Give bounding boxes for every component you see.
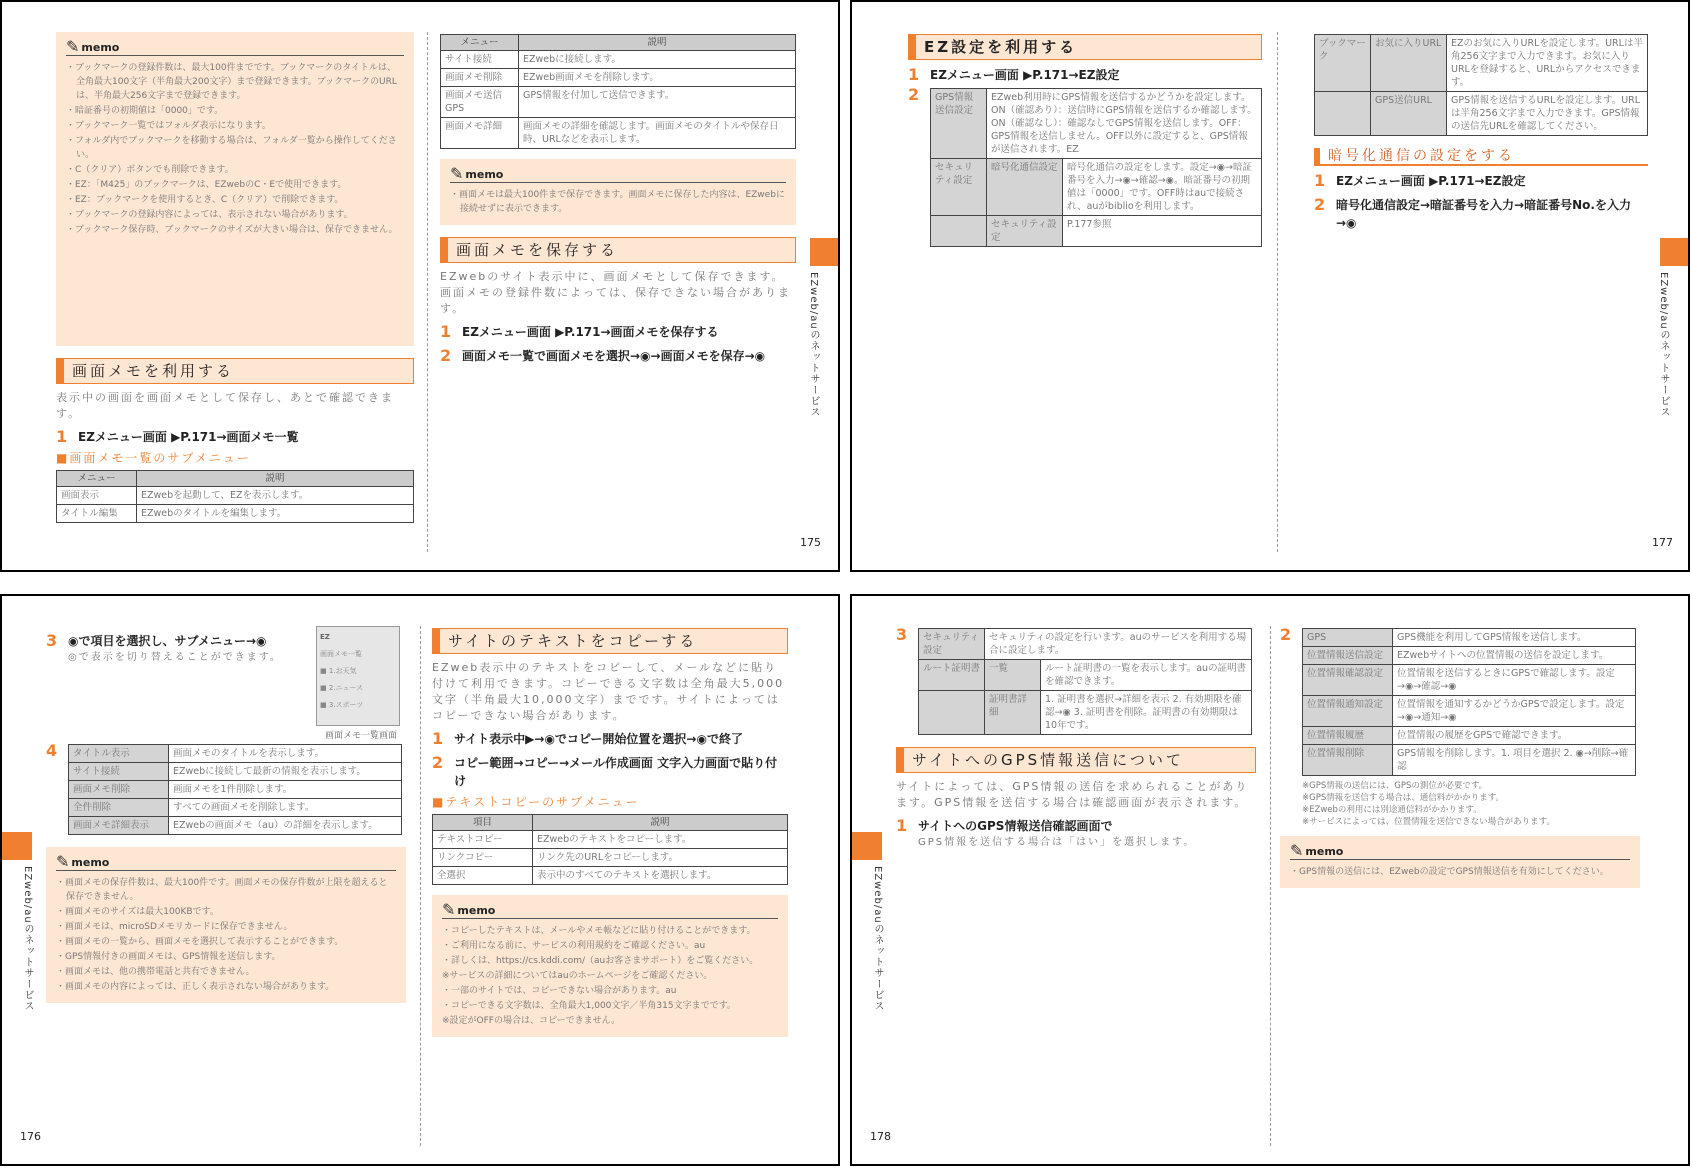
table-cell-label: タイトル編集 [57, 505, 137, 523]
table-cell-desc: EZwebの画面メモ（au）の詳細を表示します。 [169, 817, 402, 835]
table-cell-desc: ルート証明書の一覧を表示します。auの証明書を確認できます。 [1041, 660, 1252, 691]
p176-step3-sub: ◎で表示を切り替えることができます。 [68, 652, 282, 663]
footnote: ※サービスによっては、位置情報を送信できない場合があります。 [1302, 817, 1555, 827]
p175-subhead: ■画面メモ一覧のサブメニュー [56, 451, 251, 465]
chapter-tab [852, 832, 882, 860]
memo-item: ・コピーできる文字数は、全角最大1,000文字／半角315文字までです。 [442, 1001, 736, 1011]
table-row [441, 69, 796, 87]
table-row [1303, 665, 1636, 696]
pen-icon: ✎ [66, 37, 80, 56]
phone-screen-line: ■ 1.お天気 [320, 667, 357, 675]
p177-left-column [908, 34, 1262, 247]
table-row [1315, 92, 1648, 136]
table-row [433, 867, 788, 885]
table-row [1303, 727, 1636, 745]
memo-header: ✎ memo [56, 853, 396, 871]
phone-caption: 画面メモ一覧画面 [324, 731, 397, 741]
memo-item: ・画面メモは最大100件まで保存できます。画面メモに保存した内容は、EZwebに接続せずに表示できます。 [450, 190, 785, 214]
table-cell-label: 画面メモ送信GPS [441, 87, 519, 118]
table-cell-label: GPS情報送信設定 [931, 89, 987, 159]
table-header: 説明 [519, 35, 796, 51]
p177-settings-table [930, 88, 1262, 247]
table-cell-sublabel: セキュリティ設定 [987, 216, 1063, 247]
memo-item: ・フォルダ内でブックマークを移動する場合は、フォルダ一覧から操作してください。 [66, 136, 397, 160]
table-cell-desc: EZweb画面メモを削除します。 [519, 69, 796, 87]
p178-left-column [896, 625, 1256, 851]
p176-copy-table [432, 814, 788, 885]
table-cell-desc: 1. 証明書を選択→詳細を表示 2. 有効期限を確認→◉ 3. 証明書を削除。証明書の有効期限は10年です。 [1041, 691, 1252, 735]
p175-memo-box [56, 32, 414, 346]
p178-page-number: 178 [870, 1130, 891, 1143]
table-row [69, 763, 402, 781]
p176-page-number: 176 [20, 1130, 41, 1143]
memo-item: ・ブックマークの登録内容によっては、表示されない場合があります。 [66, 210, 353, 220]
page-175 [0, 0, 840, 572]
table-cell-desc: GPS情報を付加して送信できます。 [519, 87, 796, 118]
memo-item: ・画面メモは、他の携帯電話と共有できません。 [56, 967, 255, 977]
column-divider [420, 626, 421, 1146]
memo-item: ・ブックマーク保存時、ブックマークのサイズが大きい場合は、保存できません。 [66, 225, 398, 235]
table-header: 説明 [533, 815, 788, 831]
table-row [919, 691, 1252, 735]
p176-memo-list [56, 876, 396, 994]
table-header: メニュー [441, 35, 519, 51]
table-cell-desc: EZwebを起動して、EZを表示します。 [137, 487, 414, 505]
phone-screen-line: ■ 3.スポーツ [320, 701, 364, 709]
memo-item: ・画面メモの一覧から、画面メモを選択して表示することができます。 [56, 937, 344, 947]
p177-right-column [1314, 34, 1648, 232]
p176-step4-table [68, 744, 402, 835]
table-row [441, 118, 796, 149]
memo-item: ・詳しくは、https://cs.kddi.com/（auお客さまサポート）をご覧ください。 [442, 956, 759, 966]
phone-screen-line: ■ 2.ニュース [320, 684, 364, 692]
p176-step3-block [46, 626, 406, 742]
table-header: 項目 [433, 815, 533, 831]
page-177 [850, 0, 1690, 572]
page-176 [0, 594, 840, 1166]
table-cell-label: 全件削除 [69, 799, 169, 817]
table-row [441, 51, 796, 69]
p178-vertical-label: EZweb/auのネットサービス [872, 866, 883, 1012]
p177-s2-step1: 1 EZメニュー画面 ▶P.171→EZ設定 [1314, 171, 1526, 190]
p176-memo2-box [432, 895, 788, 1037]
p177-step1: 1 EZメニュー画面 ▶P.171→EZ設定 [908, 65, 1120, 84]
table-row [433, 831, 788, 849]
table-cell-label: 画面メモ削除 [441, 69, 519, 87]
chapter-tab [1660, 238, 1690, 266]
table-cell-label: 位置情報確認設定 [1303, 665, 1393, 696]
p177-section1-title: EZ設定を利用する [908, 34, 1262, 60]
table-cell-sublabel: お気に入りURL [1371, 35, 1447, 92]
p175-table1 [56, 470, 414, 523]
memo-item: ・画面メモのサイズは最大100KBです。 [56, 907, 219, 917]
p175-s2-step1: 1 EZメニュー画面 ▶P.171→画面メモを保存する [440, 322, 719, 341]
p178-step2-block: 2 GPS GPS機能を利用してGPS情報を送信します。 位置情報送信設定 EZwebサイトへの位置情報の送信を設定します。 位置情報確認設定 位置情報を送信するときにGPSで確認します。設定→◉→確認→◉ 位置情報通知設定 位置情報を通知するかどうかGPSで設定します。設定→◉→通知→◉ 位置情報履歴 位置情報の履歴をGPSで確認できます。 位置情報削除 GPS情報を削除します。1. 項目を選択 2. ◉→削除→確認 [1280, 628, 1640, 776]
phone-screen-image: EZ 画面メモ一覧 ■ 1.お天気 ■ 2.ニュース ■ 3.スポーツ [316, 626, 400, 726]
table-cell-desc: リンク先のURLをコピーします。 [533, 849, 788, 867]
p175-memo1-list [66, 61, 404, 237]
p177-section2-title: 暗号化通信の設定をする [1314, 148, 1648, 166]
p175-left-column [56, 32, 414, 523]
table-row [919, 660, 1252, 691]
table-cell-label: セキュリティ設定 [931, 159, 987, 216]
table-cell-desc: EZwebに接続します。 [519, 51, 796, 69]
p178-memo-list [1290, 865, 1630, 879]
table-cell-label [931, 216, 987, 247]
table-row [69, 781, 402, 799]
table-cell-desc: 画面メモのタイトルを表示します。 [169, 745, 402, 763]
p176-memo-box [46, 847, 406, 1003]
p176-step1: 1 サイト表示中▶→◉でコピー開始位置を選択→◉で終了 [432, 729, 743, 748]
memo-item: ・画面メモの内容によっては、正しく表示されない場合があります。 [56, 982, 335, 992]
p177-page-number: 177 [1652, 536, 1673, 549]
p178-step3-block: 3 セキュリティ設定 セキュリティの設定を行います。auのサービスを利用する場合に設定します。 ルート証明書 一覧 ルート証明書の一覧を表示します。auの証明書を確認できます。 証明書詳細 1. 証明書を選択→詳細を表示 2. 有効期限を確認→◉ 3. 証明書を削除。証明書の有効期限は10年です。 [896, 628, 1256, 735]
p176-vertical-label: EZweb/auのネットサービス [22, 866, 33, 1012]
table-cell-label: 位置情報通知設定 [1303, 696, 1393, 727]
table-cell-label: 位置情報送信設定 [1303, 647, 1393, 665]
p175-right-column [440, 34, 796, 365]
p178-gps-table [1302, 628, 1636, 776]
table-cell-desc: EZwebのテキストをコピーします。 [533, 831, 788, 849]
p178-section-text: サイトによっては、GPS情報の送信を求められることがあります。GPS情報を送信する場合は確認画面が表示されます。 [896, 780, 1249, 809]
memo-item: ・暗証番号の初期値は「0000」です。 [66, 106, 224, 116]
table-row [931, 216, 1262, 247]
table-row [1303, 629, 1636, 647]
table-cell-sublabel: GPS送信URL [1371, 92, 1447, 136]
memo-item: ・GPS情報付きの画面メモは、GPS情報を送信します。 [56, 952, 281, 962]
table-row [69, 799, 402, 817]
phone-screen-line: 画面メモ一覧 [320, 650, 362, 658]
phone-screen-figure [316, 626, 406, 742]
table-cell-desc: EZweb利用時にGPS情報を送信するかどうかを設定します。ON（確認あり）：送信時にGPS情報を送信するか確認します。ON（確認なし）：確認なしでGPS情報を送信します。OFF：GPS情報を送信しません。OFF以外に設定すると、GPS情報が送信されます。EZ [987, 89, 1262, 159]
table-cell-label: 画面メモ詳細 [441, 118, 519, 149]
table-cell-desc: EZwebのタイトルを編集します。 [137, 505, 414, 523]
table-cell-label: サイト接続 [441, 51, 519, 69]
table-cell-desc: 位置情報の履歴をGPSで確認できます。 [1393, 727, 1636, 745]
table-cell-desc: EZのお気に入りURLを設定します。URLは半角256文字まで入力できます。お気に入りURLを登録すると、URLからアクセスできます。 [1447, 35, 1648, 92]
p177-s2-step2: 2 暗号化通信設定→暗証番号を入力→暗証番号No.を入力→◉ [1314, 195, 1631, 230]
memo-item: ・画面メモは、microSDメモリカードに保存できません。 [56, 922, 293, 932]
footnote: ※EZwebの利用には別途通信料がかかります。 [1302, 805, 1482, 815]
table-row [57, 487, 414, 505]
table-cell-sublabel: 暗号化通信設定 [987, 159, 1063, 216]
table-row [1303, 745, 1636, 776]
table-row [1303, 696, 1636, 727]
pen-icon: ✎ [56, 852, 70, 871]
table-cell-desc: 位置情報を通知するかどうかGPSで設定します。設定→◉→通知→◉ [1393, 696, 1636, 727]
memo-item: ・ブックマーク一覧ではフォルダ表示になります。 [66, 121, 271, 131]
p178-notes [1280, 780, 1640, 828]
p175-memo2-box [440, 159, 796, 225]
table-header: メニュー [57, 471, 137, 487]
p175-section2-text: EZwebのサイト表示中に、画面メモとして保存できます。画面メモの登録件数によっては、保存できない場合があります。 [440, 270, 791, 315]
table-cell-desc: 位置情報を送信するときにGPSで確認します。設定→◉→確認→◉ [1393, 665, 1636, 696]
table-row [1315, 35, 1648, 92]
table-row [433, 849, 788, 867]
chapter-tab [2, 832, 32, 860]
memo-item: ・ご利用になる前に、サービスの利用規約をご確認ください。au [442, 941, 706, 951]
memo-header: ✎ memo [1290, 842, 1630, 860]
p176-section-text: EZweb表示中のテキストをコピーして、メールなどに貼り付けて利用できます。コピーできる文字数は全角最大5,000文字（半角最大10,000文字）までです。サイトによってはコピーできない場合があります。 [432, 661, 785, 722]
column-divider [1270, 626, 1271, 1146]
table-cell-label: サイト接続 [69, 763, 169, 781]
table-cell-desc: 暗号化通信の設定をします。設定→◉→暗証番号を入力→◉→確認→◉。暗証番号の初期値は「0000」です。OFF時はauで接続され、auがbiblioを利用します。 [1063, 159, 1262, 216]
page-178 [850, 594, 1690, 1166]
table-row [69, 817, 402, 835]
p176-step2: 2 コピー範囲→コピー→メール作成画面 文字入力画面で貼り付け [432, 753, 778, 788]
table-cell-label [919, 691, 985, 735]
table-cell-label: 位置情報履歴 [1303, 727, 1393, 745]
table-cell-label: テキストコピー [433, 831, 533, 849]
memo-header: ✎ memo [442, 901, 778, 919]
table-cell-sublabel: 一覧 [985, 660, 1041, 691]
footnote: ※GPS情報を送信する場合は、通信料がかかります。 [1302, 793, 1505, 803]
table-cell-desc: P.177参照 [1063, 216, 1262, 247]
p175-page-number: 175 [800, 536, 821, 549]
table-cell-desc: すべての画面メモを削除します。 [169, 799, 402, 817]
memo-item: ・画面メモの保存件数は、最大100件です。画面メモの保存件数が上限を超えると保存できません。 [56, 878, 388, 902]
table-row [441, 87, 796, 118]
table-cell-label: 画面表示 [57, 487, 137, 505]
p176-step4-block: 4 タイトル表示 画面メモのタイトルを表示します。 サイト接続 EZwebに接続して最新の情報を表示します。 画面メモ削除 画面メモを1件削除します。 全件削除 すべての画面メモを削除します。 画面メモ詳細表示 EZwebの画面メモ（au）の詳細を表示します。 [46, 744, 406, 835]
table-row [931, 89, 1262, 159]
table-row [1303, 647, 1636, 665]
memo-item: ・EZ：ブックマークを使用するとき、C（クリア）で削除できます。 [66, 195, 344, 205]
memo-item: ・ブックマークの登録件数は、最大100件までです。ブックマークのタイトルは、全角最大100文字（半角最大200文字）まで登録できます。ブックマークのURLは、半角最大256文字まで登録できます。 [66, 63, 397, 101]
memo-item: ・一部のサイトでは、コピーできない場合があります。au [442, 986, 677, 996]
p176-subhead: ■テキストコピーのサブメニュー [432, 795, 640, 809]
table-cell-label: ブックマーク [1315, 35, 1371, 92]
p176-left-column [46, 626, 406, 1003]
table-cell-label: 画面メモ削除 [69, 781, 169, 799]
table-cell-sublabel: 証明書詳細 [985, 691, 1041, 735]
p178-step1-sub: GPS情報を送信する場合は「はい」を選択します。 [918, 837, 1196, 848]
memo-header: ✎ memo [450, 165, 786, 183]
table-row [931, 159, 1262, 216]
pen-icon: ✎ [450, 164, 464, 183]
column-divider [427, 32, 428, 552]
p175-vertical-label: EZweb/auのネットサービス [808, 272, 819, 418]
memo-header: ✎ memo [66, 38, 404, 56]
table-cell-desc: 画面メモを1件削除します。 [169, 781, 402, 799]
p175-section2-title: 画面メモを保存する [440, 237, 796, 263]
p178-step1: 1 サイトへのGPS情報送信確認画面で [896, 816, 1113, 835]
p178-memo-box [1280, 836, 1640, 888]
p175-memo2-list [450, 188, 786, 216]
p176-memo2-list [442, 924, 778, 1028]
p176-step3: 3 ◉で項目を選択し、サブメニュー→◉ [46, 631, 267, 650]
memo-item: ・EZ：「M425」のブックマークは、EZwebのC・Eで使用できます。 [66, 180, 347, 190]
memo-item: ・コピーしたテキストは、メールやメモ帳などに貼り付けることができます。 [442, 926, 756, 936]
p175-step1: 1 EZメニュー画面 ▶P.171→画面メモ一覧 [56, 427, 299, 446]
chapter-tab [810, 238, 840, 266]
table-cell-label: タイトル表示 [69, 745, 169, 763]
memo-item: ※サービスの詳細についてはauのホームページをご確認ください。 [442, 971, 713, 981]
table-cell-label: GPS [1303, 629, 1393, 647]
table-cell-label: リンクコピー [433, 849, 533, 867]
table-cell-desc: EZwebサイトへの位置情報の送信を設定します。 [1393, 647, 1636, 665]
pen-icon: ✎ [442, 900, 456, 919]
table-row [57, 505, 414, 523]
p178-section-title: サイトへのGPS情報送信について [896, 747, 1256, 773]
p175-section1-text: 表示中の画面を画面メモとして保存し、あとで確認できます。 [56, 391, 394, 420]
p177-bookmark-table [1314, 34, 1648, 136]
table-header: 説明 [137, 471, 414, 487]
memo-item: ・GPS情報の送信には、EZwebの設定でGPS情報送信を有効にしてください。 [1290, 867, 1609, 877]
table-cell-desc: GPS情報を削除します。1. 項目を選択 2. ◉→削除→確認 [1393, 745, 1636, 776]
table-cell-desc: GPS機能を利用してGPS情報を送信します。 [1393, 629, 1636, 647]
p176-right-column [432, 628, 788, 1037]
p178-security-table [918, 628, 1252, 735]
p175-section1-title: 画面メモを利用する [56, 358, 414, 384]
table-cell-label [1315, 92, 1371, 136]
table-cell-desc: GPS情報を送信するURLを設定します。URLは半角256文字まで入力できます。GPS情報の送信先URLを確認してください。 [1447, 92, 1648, 136]
table-cell-desc: セキュリティの設定を行います。auのサービスを利用する場合に設定します。 [985, 629, 1252, 660]
p175-s2-step2: 2 画面メモ一覧で画面メモを選択→◉→画面メモを保存→◉ [440, 346, 766, 365]
memo-item: ※設定がOFFの場合は、コピーできません。 [442, 1016, 621, 1026]
table-cell-desc: 画面メモの詳細を確認します。画面メモのタイトルや保存日時、URLなどを表示します。 [519, 118, 796, 149]
table-row [919, 629, 1252, 660]
table-cell-label: セキュリティ設定 [919, 629, 985, 660]
table-row [69, 745, 402, 763]
p175-table2 [440, 34, 796, 149]
memo-item: ・C（クリア）ボタンでも削除できます。 [66, 165, 234, 175]
table-cell-label: 位置情報削除 [1303, 745, 1393, 776]
p178-right-column [1280, 625, 1640, 888]
p176-section-title: サイトのテキストをコピーする [432, 628, 788, 654]
pen-icon: ✎ [1290, 841, 1304, 860]
table-cell-desc: 表示中のすべてのテキストを選択します。 [533, 867, 788, 885]
table-cell-label: 画面メモ詳細表示 [69, 817, 169, 835]
table-cell-label: ルート証明書 [919, 660, 985, 691]
column-divider [1277, 32, 1278, 552]
table-cell-desc: EZwebに接続して最新の情報を表示します。 [169, 763, 402, 781]
footnote: ※GPS情報の送信には、GPSの測位が必要です。 [1302, 781, 1488, 791]
p177-step2-block: 2 GPS情報送信設定 EZweb利用時にGPS情報を送信するかどうかを設定します。ON（確認あり）：送信時にGPS情報を送信するか確認します。ON（確認なし）：確認なしでGPS情報を送信します。OFF：GPS情報を送信しません。OFF以外に設定すると、GPS情報が送信されます。EZ セキュリティ設定 暗号化通信設定 暗号化通信の設定をします。設定→◉→暗証番号を入力→◉→確認→◉。暗証番号の初期値は「0000」です。OFF時はauで接続され、auがbiblioを利用します。 セキュリティ設定 P.177参照 [908, 88, 1262, 247]
table-cell-label: 全選択 [433, 867, 533, 885]
p177-vertical-label: EZweb/auのネットサービス [1658, 272, 1669, 418]
